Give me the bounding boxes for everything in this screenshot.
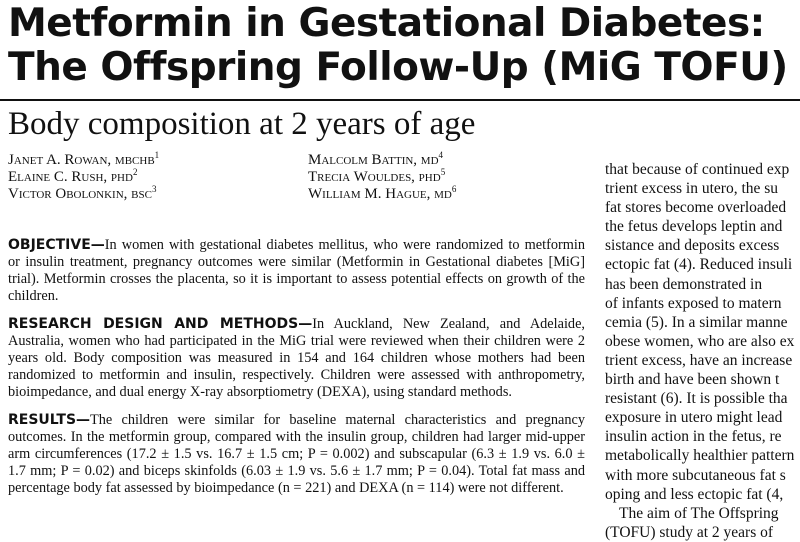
author: Janet A. Rowan, mbchb$^1$ <box>8 150 160 168</box>
article-subtitle: Body composition at 2 years of age <box>8 106 476 142</box>
body-line: resistant (6). It is possible tha <box>605 390 788 408</box>
body-line: The aim of The Offspring <box>619 504 779 522</box>
body-line: trient excess, have an increase <box>605 351 793 369</box>
body-line: trient excess in utero, the su <box>605 180 779 198</box>
objective-text: In women with gestational diabetes mellitus, who were randomized to metformin or insulin treatment, pregnancy outcomes were similar (Metformin in Gestational diabetes [MiG] trial). Metformin crosses the placenta, so it is important to assess potential effects on growth of the children. <box>8 237 585 304</box>
results-label: RESULTS— <box>8 412 91 428</box>
title-line-1: Metformin in Gestational Diabetes: <box>8 1 765 46</box>
author: William M. Hague, $md^6$ <box>308 184 457 202</box>
abstract-objective <box>8 237 585 305</box>
body-line: metabolically healthier pattern <box>605 447 795 465</box>
body-line: insulin action in the fetus, re <box>605 428 782 446</box>
body-line: with more subcutaneous fat s <box>605 466 786 484</box>
author: Trecia Wouldes, phd$^5$ <box>308 167 446 185</box>
body-line: cemia (5). In a similar manne <box>605 313 788 331</box>
abstract <box>8 237 585 508</box>
body-line: oping and less ectopic fat (4, <box>605 485 784 503</box>
author: Malcolm Battin, $md^4$ <box>308 150 444 168</box>
body-line: fat stores become overloaded <box>605 199 787 217</box>
body-line: has been demonstrated in <box>605 275 763 293</box>
abstract-results <box>8 412 585 497</box>
body-line: that because of continued exp <box>605 161 790 178</box>
design-label: RESEARCH DESIGN AND METHODS— <box>8 316 313 332</box>
body-line: exposure in utero might lead <box>605 409 783 427</box>
author: Victor Obolonkin, bsc$^3$ <box>8 184 157 202</box>
title-divider <box>0 99 800 101</box>
design-text: In Auckland, New Zealand, and Adelaide, Australia, women who had participated in the MiG trial were reviewed when their children were 2 years old. Body composition was measured in 154 and 164 children whose mothers had been randomized to metformin and insulin, respectively. Children were assessed with anthropometry, bioimpedance, and dual energy X-ray absorptiometry (DEXA), using standard methods. <box>8 316 585 400</box>
authors-right <box>308 152 456 203</box>
body-line: the fetus develops leptin and <box>605 218 783 236</box>
title-line-2: The Offspring Follow-Up (MiG TOFU) <box>8 45 788 90</box>
authors-left <box>8 152 159 203</box>
results-text: The children were similar for baseline maternal characteristics and pregnancy outcomes. In the metformin group, compared with the insulin group, children had larger mid-upper arm circumferences (17.2 ± 1.5 vs. 16.7 ± 1.5 cm; P = 0.002) and subscapular (6.3 ± 1.9 vs. 6.0 ± 1.7 mm; P = 0.02) and biceps skinfolds (6.03 ± 1.9 vs. 5.6 ± 1.7 mm; P = 0.04). Total fat mass and percentage body fat assessed by bioimpedance (n = 221) and DEXA (n = 114) were not different. <box>8 412 585 496</box>
body-line: (TOFU) study at 2 years of <box>605 523 774 541</box>
objective-label: OBJECTIVE— <box>8 237 105 253</box>
body-text-column <box>605 160 800 542</box>
body-line: ectopic fat (4). Reduced insuli <box>605 256 793 274</box>
body-line: birth and have been shown t <box>605 371 780 389</box>
author: Elaine C. Rush, phd$^2$ <box>8 167 138 185</box>
body-line: of infants exposed to matern <box>605 294 782 312</box>
body-line: obese women, who are also ex <box>605 332 795 350</box>
body-line: sistance and deposits excess <box>605 237 780 255</box>
abstract-design <box>8 316 585 401</box>
article-title <box>8 2 798 90</box>
